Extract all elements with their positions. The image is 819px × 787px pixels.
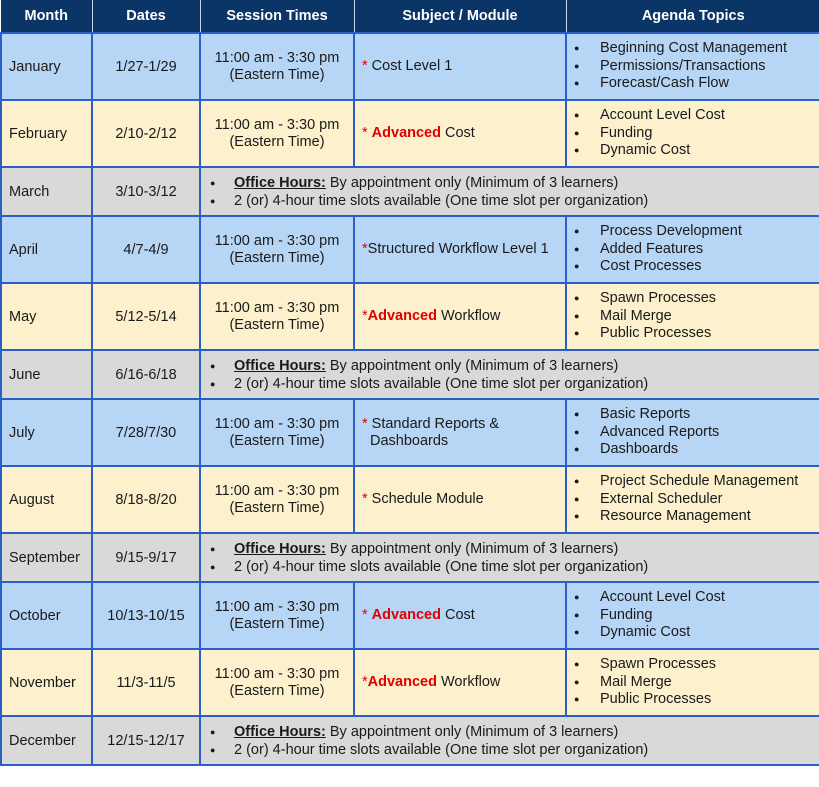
office-hours-text: By appointment only (Minimum of 3 learners)	[325, 174, 619, 191]
time-range: 11:00 am - 3:30 pm	[214, 415, 340, 432]
dates-cell: 2/10-2/12	[92, 100, 200, 167]
office-hours-line	[201, 174, 819, 192]
table-row	[1, 582, 819, 649]
table-row	[1, 283, 819, 350]
subject-cell	[354, 649, 566, 716]
dates-cell: 6/16-6/18	[92, 350, 200, 399]
dates-cell: 7/28/7/30	[92, 399, 200, 466]
agenda-item: ● Public Processes	[567, 325, 819, 343]
time-zone: (Eastern Time)	[229, 499, 325, 516]
office-hours-line	[201, 357, 819, 375]
subject-text: Structured Workflow Level 1	[367, 241, 549, 257]
subject-cell	[354, 100, 566, 167]
subject-cell	[354, 399, 566, 466]
month-cell: April	[1, 216, 92, 283]
table-row	[1, 649, 819, 716]
time-slots-line: ● 2 (or) 4-hour time slots available (One time slot per organization)	[201, 192, 819, 210]
subject-text: Standard Reports &	[371, 415, 500, 432]
office-hours-text: By appointment only (Minimum of 3 learners)	[325, 723, 619, 740]
agenda-cell	[566, 216, 819, 283]
table-row	[1, 399, 819, 466]
time-range: 11:00 am - 3:30 pm	[214, 482, 340, 499]
time-zone: (Eastern Time)	[229, 133, 325, 150]
office-hours-line	[201, 540, 819, 558]
office-hours-cell	[200, 533, 819, 582]
advanced-label: Advanced	[371, 125, 441, 141]
month-cell: February	[1, 100, 92, 167]
time-slots-line: ● 2 (or) 4-hour time slots available (One time slot per organization)	[201, 558, 819, 576]
session-times-cell	[200, 33, 354, 100]
asterisk-marker: *	[362, 415, 372, 432]
subject-text: Workflow	[436, 674, 501, 690]
table-row	[1, 466, 819, 533]
session-times-cell	[200, 582, 354, 649]
time-range: 11:00 am - 3:30 pm	[214, 49, 340, 66]
agenda-item: ● Mail Merge	[567, 308, 819, 326]
office-hours-line	[201, 723, 819, 741]
agenda-item: ● Account Level Cost	[567, 107, 819, 125]
subject-cell	[354, 582, 566, 649]
office-hours-cell	[200, 350, 819, 399]
agenda-item: ● Funding	[567, 607, 819, 625]
table-row	[1, 533, 819, 582]
subject-cell	[354, 283, 566, 350]
office-hours-label: Office Hours:	[234, 357, 326, 374]
time-zone: (Eastern Time)	[229, 316, 325, 333]
advanced-label: Advanced	[367, 674, 437, 690]
subject-text: Cost	[440, 607, 475, 623]
time-range: 11:00 am - 3:30 pm	[214, 299, 340, 316]
dates-cell: 4/7-4/9	[92, 216, 200, 283]
session-times-cell	[200, 466, 354, 533]
office-hours-label: Office Hours:	[234, 174, 326, 191]
month-cell: November	[1, 649, 92, 716]
subject-text: Schedule Module	[371, 491, 484, 507]
table-row	[1, 216, 819, 283]
agenda-item: ● Dashboards	[567, 441, 819, 459]
asterisk-marker: *	[362, 607, 372, 623]
dates-cell: 12/15-12/17	[92, 716, 200, 765]
month-cell: January	[1, 33, 92, 100]
subject-text: Workflow	[436, 308, 501, 324]
table-row	[1, 350, 819, 399]
agenda-item: ● Advanced Reports	[567, 424, 819, 442]
agenda-cell	[566, 33, 819, 100]
dates-cell: 8/18-8/20	[92, 466, 200, 533]
asterisk-marker: *	[362, 125, 372, 141]
dates-cell: 9/15-9/17	[92, 533, 200, 582]
office-hours-label: Office Hours:	[234, 723, 326, 740]
advanced-label: Advanced	[371, 607, 441, 623]
time-slots-line: ● 2 (or) 4-hour time slots available (One time slot per organization)	[201, 741, 819, 759]
subject-cell	[354, 216, 566, 283]
session-times-cell	[200, 649, 354, 716]
session-times-cell	[200, 100, 354, 167]
office-hours-cell	[200, 167, 819, 216]
office-hours-text: By appointment only (Minimum of 3 learners)	[325, 357, 619, 374]
month-cell: July	[1, 399, 92, 466]
month-cell: September	[1, 533, 92, 582]
advanced-label: Advanced	[367, 308, 437, 324]
office-hours-label: Office Hours:	[234, 540, 326, 557]
month-cell: August	[1, 466, 92, 533]
agenda-item: ● Resource Management	[567, 508, 819, 526]
subject-cell	[354, 33, 566, 100]
subject-cell	[354, 466, 566, 533]
time-range: 11:00 am - 3:30 pm	[214, 116, 340, 133]
agenda-cell	[566, 466, 819, 533]
agenda-cell	[566, 100, 819, 167]
agenda-item: ● Mail Merge	[567, 674, 819, 692]
agenda-item: ● Funding	[567, 125, 819, 143]
dates-cell: 1/27-1/29	[92, 33, 200, 100]
asterisk-marker: *	[362, 308, 368, 324]
schedule-body	[1, 33, 819, 765]
session-times-cell	[200, 216, 354, 283]
agenda-cell	[566, 399, 819, 466]
office-hours-text: By appointment only (Minimum of 3 learners)	[325, 540, 619, 557]
header-row	[1, 0, 819, 33]
header-subject-module: Subject / Module	[354, 0, 566, 33]
agenda-item: ● Basic Reports	[567, 406, 819, 424]
header-dates: Dates	[92, 0, 200, 33]
dates-cell: 10/13-10/15	[92, 582, 200, 649]
header-agenda-topics: Agenda Topics	[566, 0, 819, 33]
agenda-item: ● Project Schedule Management	[567, 473, 819, 491]
agenda-item: ● Dynamic Cost	[567, 142, 819, 160]
agenda-cell	[566, 283, 819, 350]
subject-text-line2: Dashboards	[370, 432, 449, 449]
agenda-cell	[566, 582, 819, 649]
time-zone: (Eastern Time)	[229, 249, 325, 266]
session-times-cell	[200, 399, 354, 466]
month-cell: December	[1, 716, 92, 765]
dates-cell: 5/12-5/14	[92, 283, 200, 350]
asterisk-marker: *	[362, 58, 372, 74]
month-cell: June	[1, 350, 92, 399]
agenda-item: ● Added Features	[567, 241, 819, 259]
agenda-item: ● Permissions/Transactions	[567, 58, 819, 76]
time-range: 11:00 am - 3:30 pm	[214, 232, 340, 249]
header-session-times: Session Times	[200, 0, 354, 33]
agenda-item: ● Spawn Processes	[567, 290, 819, 308]
agenda-item: ● Cost Processes	[567, 258, 819, 276]
month-cell: October	[1, 582, 92, 649]
table-row	[1, 167, 819, 216]
agenda-cell	[566, 649, 819, 716]
subject-text: Cost	[440, 125, 475, 141]
dates-cell: 3/10-3/12	[92, 167, 200, 216]
dates-cell: 11/3-11/5	[92, 649, 200, 716]
time-range: 11:00 am - 3:30 pm	[214, 665, 340, 682]
time-zone: (Eastern Time)	[229, 66, 325, 83]
agenda-item: ● Process Development	[567, 223, 819, 241]
table-row	[1, 33, 819, 100]
agenda-item: ● Forecast/Cash Flow	[567, 75, 819, 93]
month-cell: May	[1, 283, 92, 350]
asterisk-marker: *	[362, 674, 368, 690]
agenda-item: ● Account Level Cost	[567, 589, 819, 607]
agenda-item: ● Spawn Processes	[567, 656, 819, 674]
time-zone: (Eastern Time)	[229, 615, 325, 632]
table-row	[1, 100, 819, 167]
header-month: Month	[1, 0, 92, 33]
table-row	[1, 716, 819, 765]
time-slots-line: ● 2 (or) 4-hour time slots available (One time slot per organization)	[201, 375, 819, 393]
office-hours-cell	[200, 716, 819, 765]
agenda-item: ● Public Processes	[567, 691, 819, 709]
time-range: 11:00 am - 3:30 pm	[214, 598, 340, 615]
agenda-item: ● Dynamic Cost	[567, 624, 819, 642]
asterisk-marker: *	[362, 491, 372, 507]
month-cell: March	[1, 167, 92, 216]
time-zone: (Eastern Time)	[229, 682, 325, 699]
agenda-item: ● Beginning Cost Management	[567, 40, 819, 58]
time-zone: (Eastern Time)	[229, 432, 325, 449]
agenda-item: ● External Scheduler	[567, 491, 819, 509]
session-times-cell	[200, 283, 354, 350]
asterisk-marker: *	[362, 241, 368, 257]
subject-text: Cost Level 1	[371, 58, 453, 74]
